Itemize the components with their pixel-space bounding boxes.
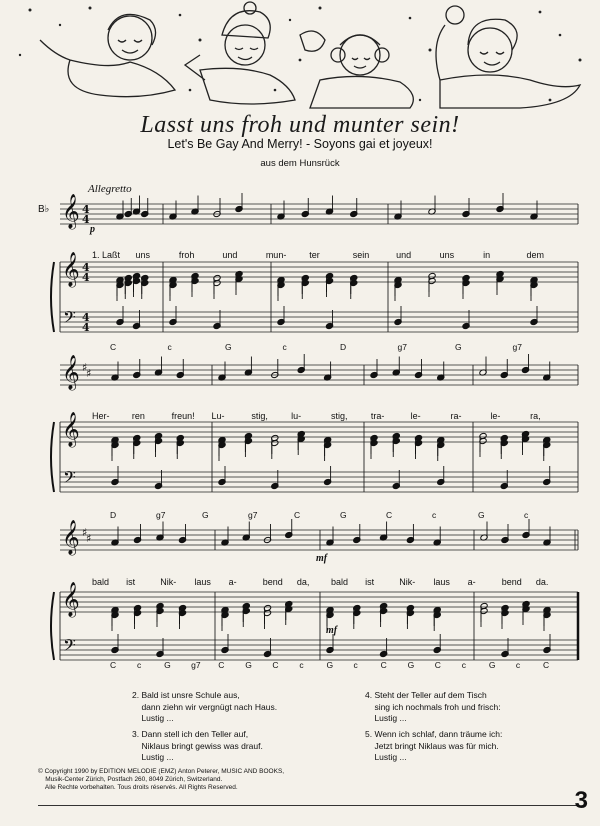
lyric-syllable: in [483,250,491,260]
lyric-syllable: da. [535,577,549,587]
chord-symbol: c [353,660,358,670]
system-2-vocal-key2: ♯ [86,367,92,380]
lyric-syllable: ren [131,411,145,421]
chord-symbol: G [164,660,171,670]
song-origin: aus dem Hunsrück [260,158,340,169]
lyric-syllable: bend [262,577,283,587]
lyric-syllable: laus [433,577,450,587]
chord-symbol: G [478,510,485,520]
lyric-syllable: und [222,250,238,260]
system-2-piano-bass-clef: 𝄢 [63,467,76,491]
system-3-vocal-key: ♯ [82,526,88,539]
song-title: Lasst uns froh und munter sein! [140,112,460,138]
system-3-piano-brace [51,592,54,660]
verse-3: 3. Dann stell ich den Teller auf, Niklaus bringt gewiss was drauf. Lustig ... [132,729,263,762]
chord-symbol: c [524,510,529,520]
lyric-syllable: froh [178,250,195,260]
system-1-vocal-treble-clef: 𝄞 [62,194,80,229]
verse-5: 5. Wenn ich schlaf, dann träume ich: Jetzt bringt Niklaus was für mich. Lustig ... [365,729,503,762]
lyric-syllable: dem [526,250,545,260]
lyric-syllable: und [396,250,412,260]
lyric-syllable: Nik- [399,577,416,587]
system-1-treble-time-top: 4 [82,261,90,274]
chord-symbol: c [137,660,142,670]
system-2-piano-treble-clef: 𝄞 [62,412,80,447]
lyric-syllable: Lu- [211,411,225,421]
lyric-syllable: uns [439,250,455,260]
lyric-syllable: lu- [291,411,302,421]
chord-symbol: g7 [512,342,522,352]
chord-symbol: G [202,510,209,520]
system-1-piano-bass-clef: 𝄢 [63,307,76,331]
lyric-syllable: stig, [251,411,268,421]
lyric-syllable: bald [331,577,349,587]
chord-symbol: D [340,342,347,352]
lyric-syllable: le- [410,411,421,421]
chord-symbol: c [515,660,521,670]
system-1-bass-time-top: 4 [82,311,90,324]
system-1-vocal-time-bottom: 4 [82,213,90,226]
system-1-piano-brace [51,262,54,332]
chord-symbol: C [294,510,301,520]
lyric-syllable: freun! [171,411,195,421]
lyric-syllable: stig, [331,411,348,421]
lyric-syllable: le- [490,411,501,421]
chord-symbol: C [110,660,117,670]
system-2-vocal-treble-clef: 𝄞 [62,355,80,390]
lyric-syllable: uns [135,250,150,260]
key-label: B♭ [38,204,50,215]
chord-symbol: C [542,660,550,670]
system-1-vocal-time-top: 4 [82,203,90,216]
chord-symbol: g7 [397,342,407,352]
lyric-syllable: a- [228,577,237,587]
chord-symbol: c [432,510,437,520]
chord-symbol: C [272,660,279,670]
chord-symbol: G [455,342,462,352]
lyric-syllable: laus [194,577,211,587]
lyric-syllable: da, [296,577,310,587]
chord-symbol: g7 [248,510,258,520]
chord-symbol: G [340,510,347,520]
verse-4: 4. Steht der Teller auf dem Tisch sing ich nochmals froh und frisch: Lustig ... [365,690,501,723]
lyric-syllable: tra- [370,411,385,421]
page-number: 3 [574,787,588,814]
chord-symbol: c [299,660,304,670]
system-2-piano-brace [51,422,54,492]
chord-symbol: g7 [191,660,201,670]
lyric-syllable: Nik- [160,577,177,587]
lyric-syllable: ra, [530,411,541,421]
chord-symbol: G [407,660,415,670]
system-1-bass-time-bottom: 4 [82,321,90,334]
chord-symbol: c [167,342,172,352]
copyright-notice: © Copyright 1990 by EDITION MELODIE (EMZ) Anton Peterer, MUSIC AND BOOKS, Musik-Center Zürich, Postfach 260, 8049 Zürich, Switzerland. Alle Rechte vorbehalten. Tous droits réservés. All Rights Reserved. [38,768,285,791]
lyric-syllable: ist [126,577,136,587]
lyric-syllable: bald [92,577,110,587]
dynamic-mezzoforte-vocal: mf [316,553,328,564]
chord-symbol: G [488,660,496,670]
chord-symbol: G [326,660,334,670]
chord-symbol: C [386,510,393,520]
chord-symbol: c [282,342,287,352]
system-3-vocal-treble-clef: 𝄞 [62,520,80,555]
dynamic-piano: p [90,224,95,235]
lyric-syllable: bend [501,577,522,587]
lyric-syllable: Her- [92,411,110,421]
chord-symbol: C [110,342,117,352]
chord-symbol: C [434,660,441,670]
verse-2: 2. Bald ist unsre Schule aus, dann ziehn wir vergnügt nach Haus. Lustig ... [132,690,278,723]
chord-symbol: g7 [156,510,166,520]
lyric-syllable: ist [365,577,375,587]
lyric-syllable: mun- [265,250,287,260]
lyric-syllable: 1. Laßt [92,250,121,260]
system-1-treble-time-bottom: 4 [82,271,90,284]
chord-symbol: C [218,660,225,670]
lyric-syllable: ter [309,250,320,260]
tempo-marking: Allegretto [88,183,132,195]
lyric-syllable: a- [467,577,476,587]
system-3-piano-bass-clef: 𝄢 [63,635,76,659]
lyric-syllable: ra- [450,411,462,421]
chord-symbol: C [380,660,387,670]
system-1-piano-treble-clef: 𝄞 [62,252,80,287]
system-2-vocal-key: ♯ [82,361,88,374]
chord-symbol: G [225,342,232,352]
chord-symbol: G [245,660,252,670]
footer-rule [38,805,578,806]
lyric-syllable: sein [352,250,370,260]
dynamic-mezzoforte-piano: mf [326,625,338,636]
system-3-vocal-key2: ♯ [86,532,92,545]
system-3-piano-treble-clef: 𝄞 [62,582,80,617]
chord-symbol: c [461,660,466,670]
chord-symbol: D [110,510,117,520]
song-subtitle: Let's Be Gay And Merry! - Soyons gai et joyeux! [167,137,433,151]
